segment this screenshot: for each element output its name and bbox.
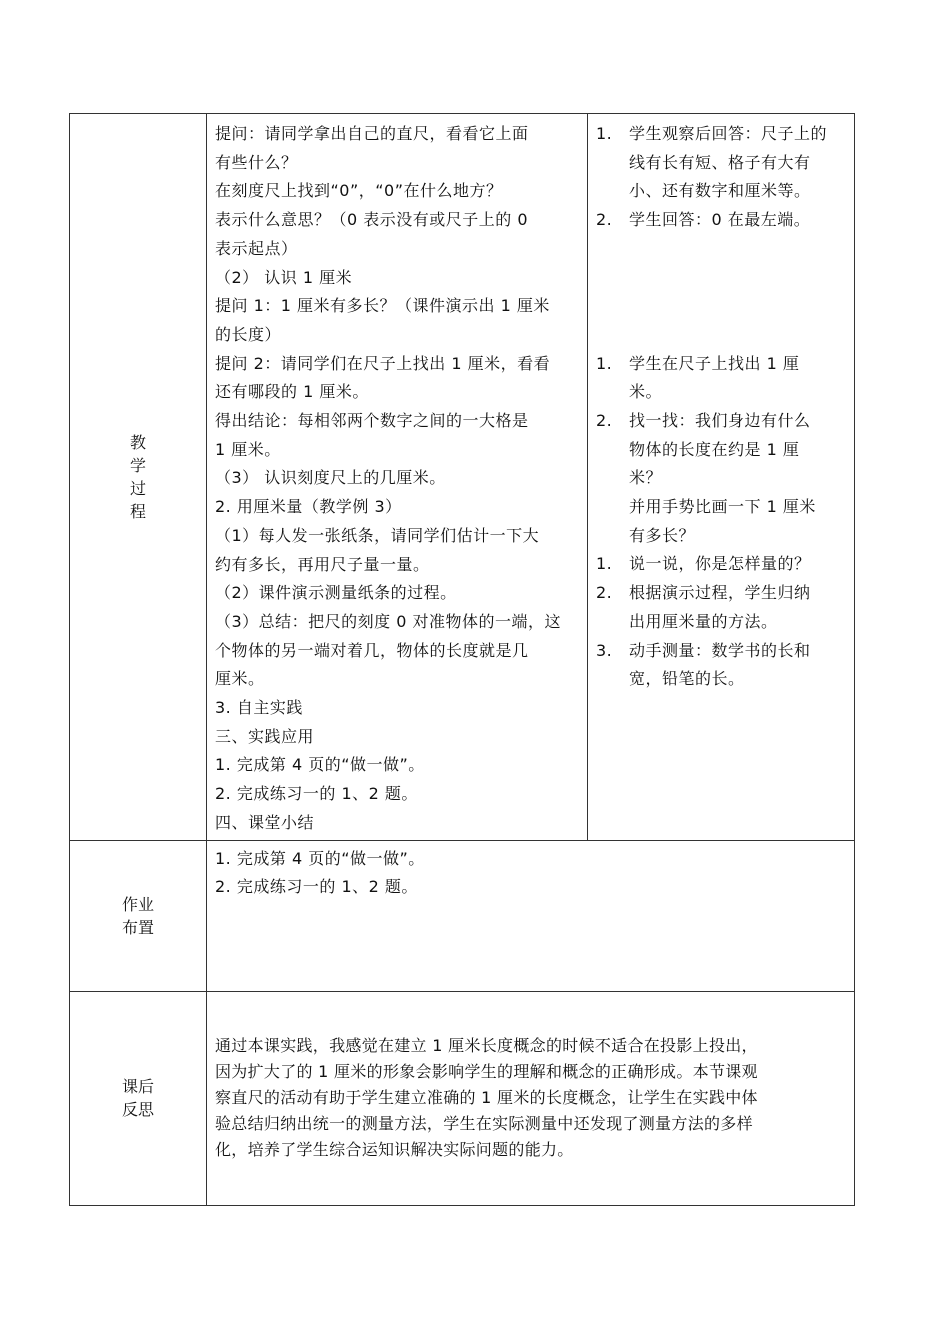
student-line: 根据演示过程，学生归纳 bbox=[629, 583, 811, 603]
student-list-item bbox=[596, 550, 846, 579]
reflection-label-cell bbox=[70, 991, 207, 1205]
spacer bbox=[596, 321, 846, 350]
student-list-item bbox=[596, 407, 846, 551]
teacher-line: （2）课件演示测量纸条的过程。 bbox=[215, 583, 457, 603]
lesson-plan-table bbox=[69, 113, 855, 1206]
process-row bbox=[70, 114, 855, 841]
teacher-activity-cell bbox=[207, 114, 588, 841]
teacher-line: 厘米。 bbox=[215, 669, 265, 689]
student-line: 找一找：我们身边有什么 bbox=[629, 410, 811, 430]
list-number: 1. bbox=[596, 353, 613, 373]
student-line: 米？ bbox=[629, 468, 663, 488]
list-number: 3. bbox=[596, 640, 613, 660]
student-line: 米。 bbox=[629, 382, 663, 402]
list-number: 2. bbox=[596, 210, 613, 230]
teacher-line: 约有多长，再用尺子量一量。 bbox=[215, 554, 430, 574]
list-number: 1. bbox=[596, 124, 613, 143]
student-line: 学生回答：0 在最左端。 bbox=[629, 210, 811, 230]
student-group-2 bbox=[596, 350, 846, 551]
student-line: 物体的长度在约是 1 厘 bbox=[629, 439, 800, 459]
teacher-line: 提问 2：请同学们在尺子上找出 1 厘米，看看 bbox=[215, 353, 551, 373]
teacher-line: 2. 完成练习一的 1、2 题。 bbox=[215, 784, 418, 804]
teacher-line: 表示起点） bbox=[215, 238, 298, 258]
student-line: 说一说，你是怎样量的？ bbox=[629, 554, 811, 574]
homework-line: 1. 完成第 4 页的“做一做”。 bbox=[215, 848, 425, 868]
reflection-line: 验总结归纳出统一的测量方法，学生在实际测量中还发现了测量方法的多样 bbox=[215, 1114, 753, 1134]
teacher-line: （1）每人发一张纸条，请同学们估计一下大 bbox=[215, 525, 540, 545]
teacher-line: 三、实践应用 bbox=[215, 726, 315, 746]
list-number: 1. bbox=[596, 554, 613, 574]
teacher-line: 还有哪段的 1 厘米。 bbox=[215, 382, 369, 402]
homework-row bbox=[70, 840, 855, 991]
teacher-line: （3）总结：把尺的刻度 0 对准物体的一端，这 bbox=[215, 611, 562, 631]
homework-label-cell bbox=[70, 840, 207, 991]
reflection-content-cell bbox=[207, 991, 855, 1205]
homework-content-cell bbox=[207, 840, 855, 991]
teacher-line: 2. 用厘米量（教学例 3） bbox=[215, 497, 402, 517]
teacher-line: 提问：请同学拿出自己的直尺，看看它上面 bbox=[215, 124, 529, 143]
student-line: 并用手势比画一下 1 厘米 bbox=[629, 497, 816, 517]
teacher-line: 3. 自主实践 bbox=[215, 698, 303, 718]
spacer bbox=[596, 235, 846, 264]
student-group-1 bbox=[596, 120, 846, 235]
reflection-line: 因为扩大了的 1 厘米的形象会影响学生的理解和概念的正确形成。本节课观 bbox=[215, 1062, 758, 1082]
student-activity-cell bbox=[588, 114, 855, 841]
spacer bbox=[596, 264, 846, 293]
student-activity-list bbox=[588, 114, 854, 696]
teacher-activity-text bbox=[207, 114, 587, 840]
teacher-line: 的长度） bbox=[215, 324, 282, 344]
student-line: 宽，铅笔的长。 bbox=[629, 669, 745, 689]
teacher-line: 个物体的另一端对着几，物体的长度就是几 bbox=[215, 640, 529, 660]
reflection-line: 察直尺的活动有助于学生建立准确的 1 厘米的长度概念，让学生在实践中体 bbox=[215, 1088, 758, 1108]
student-list-item bbox=[596, 637, 846, 694]
student-group-3 bbox=[596, 550, 846, 694]
teacher-line: 提问 1：1 厘米有多长？（课件演示出 1 厘米 bbox=[215, 296, 550, 316]
student-line: 小、还有数字和厘米等。 bbox=[629, 181, 811, 201]
student-line: 学生观察后回答：尺子上的 bbox=[629, 124, 828, 143]
student-line: 动手测量：数学书的长和 bbox=[629, 640, 811, 660]
teacher-line: 1 厘米。 bbox=[215, 439, 281, 459]
teacher-line: （2） 认识 1 厘米 bbox=[215, 267, 353, 287]
student-list-item bbox=[596, 120, 846, 206]
teacher-line: 有些什么？ bbox=[215, 152, 298, 172]
teacher-line: 在刻度尺上找到“0”，“0”在什么地方？ bbox=[215, 181, 503, 201]
reflection-label: 课后反思 bbox=[121, 1077, 154, 1120]
student-line: 出用厘米量的方法。 bbox=[629, 611, 778, 631]
teacher-line: 得出结论：每相邻两个数字之间的一大格是 bbox=[215, 411, 529, 431]
list-number: 2. bbox=[596, 410, 613, 430]
teacher-line: （3） 认识刻度尺上的几厘米。 bbox=[215, 468, 446, 488]
student-line: 线有长有短、格子有大有 bbox=[629, 152, 811, 172]
spacer bbox=[596, 292, 846, 321]
student-list-item bbox=[596, 579, 846, 636]
reflection-line: 通过本课实践，我感觉在建立 1 厘米长度概念的时候不适合在投影上投出， bbox=[215, 1036, 758, 1056]
list-number: 2. bbox=[596, 583, 613, 603]
process-label-cell bbox=[70, 114, 207, 841]
reflection-line: 化，培养了学生综合运知识解决实际问题的能力。 bbox=[215, 1140, 574, 1160]
student-list-item bbox=[596, 350, 846, 407]
student-line: 有多长？ bbox=[629, 525, 696, 545]
teacher-line: 1. 完成第 4 页的“做一做”。 bbox=[215, 755, 425, 775]
process-label: 教学过程 bbox=[129, 432, 146, 521]
teacher-line: 表示什么意思？（0 表示没有或尺子上的 0 bbox=[215, 210, 529, 230]
reflection-row bbox=[70, 991, 855, 1205]
homework-label: 作业布置 bbox=[121, 894, 154, 937]
homework-line: 2. 完成练习一的 1、2 题。 bbox=[215, 877, 418, 897]
teacher-line: 四、课堂小结 bbox=[215, 812, 315, 832]
student-list-item bbox=[596, 206, 846, 235]
student-line: 学生在尺子上找出 1 厘 bbox=[629, 353, 800, 373]
